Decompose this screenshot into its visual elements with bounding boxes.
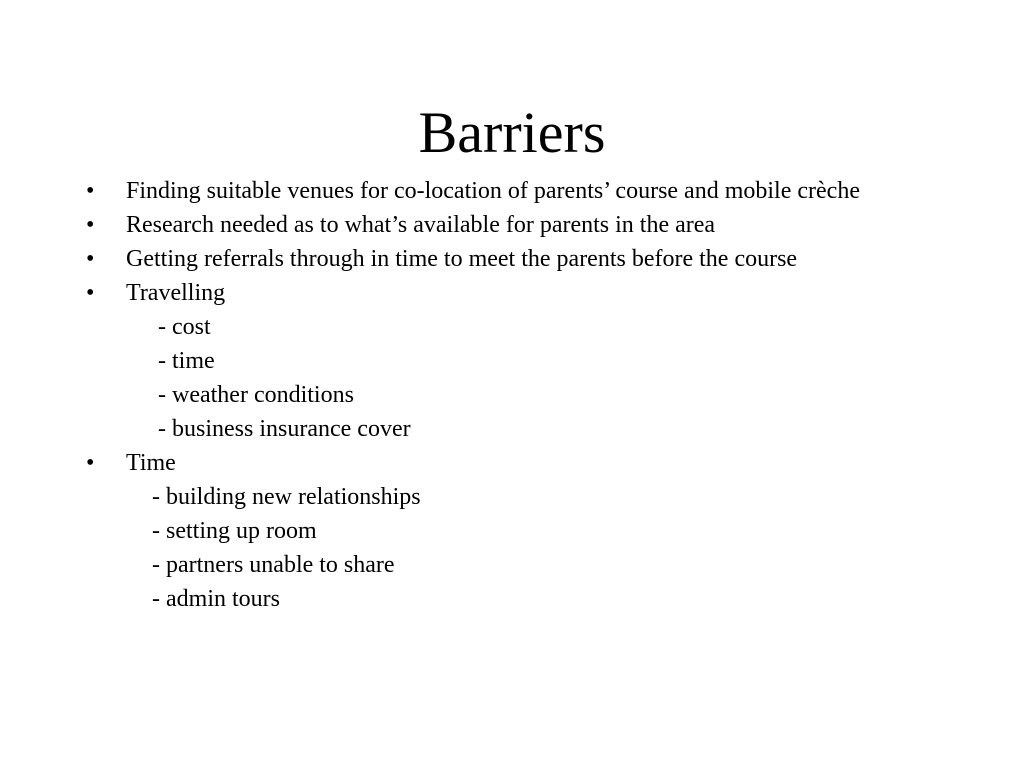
bullet-item-time xyxy=(0,450,1024,477)
bullet-item-research xyxy=(0,212,1024,239)
bullet-item-venues xyxy=(0,178,1024,205)
slide-title: Barriers xyxy=(418,100,606,165)
sub-item-time: - time xyxy=(158,348,215,374)
bullet-dot-icon: • xyxy=(86,246,95,272)
bullet-dot-icon: • xyxy=(86,178,95,204)
sub-item-weather: - weather conditions xyxy=(158,382,354,408)
bullet-text: Travelling xyxy=(126,280,226,306)
sub-item-relationships: - building new relationships xyxy=(152,484,421,510)
bullet-dot-icon: • xyxy=(86,212,95,238)
bullet-item-travelling xyxy=(0,280,1024,307)
bullet-dot-icon: • xyxy=(86,450,95,476)
bullet-list xyxy=(0,178,1024,620)
bullet-text: Finding suitable venues for co-location of parents’ course and mobile crèche xyxy=(126,178,860,204)
sub-item-insurance: - business insurance cover xyxy=(158,416,411,442)
bullet-item-referrals xyxy=(0,246,1024,273)
bullet-text: Time xyxy=(126,450,176,476)
sub-item-cost: - cost xyxy=(158,314,211,340)
sub-item-admin: - admin tours xyxy=(152,586,280,612)
sub-item-partners: - partners unable to share xyxy=(152,552,395,578)
bullet-dot-icon: • xyxy=(86,280,95,306)
bullet-text: Getting referrals through in time to meet the parents before the course xyxy=(126,246,798,272)
bullet-text: Research needed as to what’s available for parents in the area xyxy=(126,212,716,238)
sub-item-room: - setting up room xyxy=(152,518,317,544)
